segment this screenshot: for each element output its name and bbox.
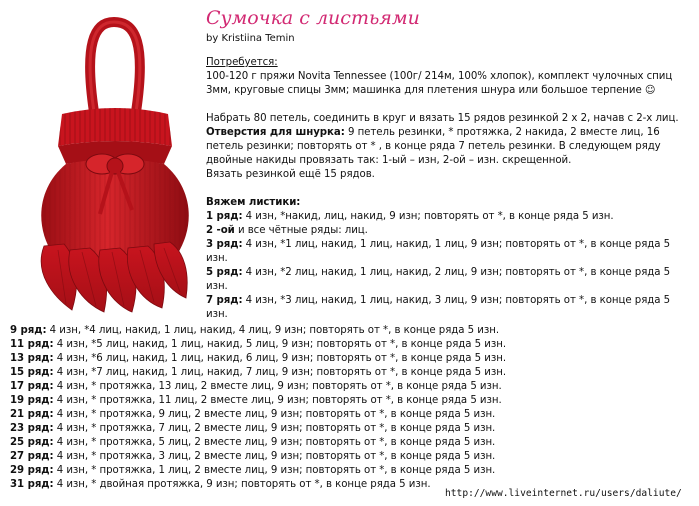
pattern-row: 3 ряд: 4 изн, *1 лиц, накид, 1 лиц, накид, 1 лиц, 9 изн; повторять от *, в конце ряда 5 — [206, 239, 671, 250]
pattern-row: 13 ряд: 4 изн, *6 лиц, накид, 1 лиц, накид, 6 лиц, 9 изн; повторять от *, в конце ряда 5 изн. — [10, 353, 507, 364]
pattern-row: 1 ряд: 4 изн, *накид, лиц, накид, 9 изн; повторять от *, в конце ряда 5 изн. — [206, 211, 614, 222]
pattern-row: 21 ряд: 4 изн, * протяжка, 9 лиц, 2 вместе лиц, 9 изн; повторять от *, в конце ряда 5 изн. — [10, 409, 496, 420]
materials-line: 100-120 г пряжи Novita Tennessee (100г/ 214м, 100% хлопок), комплект чулочных спиц — [206, 71, 673, 82]
pattern-row: 27 ряд: 4 изн, * протяжка, 3 лиц, 2 вместе лиц, 9 изн; повторять от *, в конце ряда 5 изн. — [10, 451, 496, 462]
watermark-url: http://www.liveinternet.ru/users/daliute/ — [445, 488, 682, 499]
pattern-row: 31 ряд: 4 изн, * двойная протяжка, 9 изн; повторять от *, в конце ряда 5 изн. — [10, 479, 431, 490]
pattern-row: 5 ряд: 4 изн, *2 лиц, накид, 1 лиц, накид, 2 лиц, 9 изн; повторять от *, в конце ряда 5 — [206, 267, 671, 278]
cast-on-line: Вязать резинкой ещё 15 рядов. — [206, 169, 375, 180]
cord-holes-label: Отверстия для шнурка: — [206, 127, 345, 138]
cord-holes-text: 9 петель резинки, * протяжка, 2 накида, 2 вместе лиц, 16 — [344, 127, 660, 138]
pattern-row-continuation: изн. — [206, 281, 228, 292]
pattern-author: by Kristiina Temin — [206, 33, 295, 44]
pattern-row-continuation: изн. — [206, 253, 228, 264]
cast-on-line: двойные накиды провязать так: 1-ый – изн, 2-ой – изн. скрещенной. — [206, 155, 572, 166]
pattern-row: 11 ряд: 4 изн, *5 лиц, накид, 1 лиц, накид, 5 лиц, 9 изн; повторять от *, в конце ряда 5 изн. — [10, 339, 507, 350]
pattern-row: 29 ряд: 4 изн, * протяжка, 1 лиц, 2 вместе лиц, 9 изн; повторять от *, в конце ряда 5 изн. — [10, 465, 496, 476]
leaves-heading: Вяжем листики: — [206, 197, 301, 208]
pattern-row-continuation: изн. — [206, 309, 228, 320]
pattern-title: Сумочка с листьями — [206, 7, 420, 29]
cast-on-line: Набрать 80 петель, соединить в круг и вязать 15 рядов резинкой 2 х 2, начав с 2-х лиц. — [206, 113, 679, 124]
pattern-row: 7 ряд: 4 изн, *3 лиц, накид, 1 лиц, накид, 3 лиц, 9 изн; повторять от *, в конце ряда 5 — [206, 295, 671, 306]
pattern-row: 23 ряд: 4 изн, * протяжка, 7 лиц, 2 вместе лиц, 9 изн; повторять от *, в конце ряда 5 изн. — [10, 423, 496, 434]
pattern-row: 9 ряд: 4 изн, *4 лиц, накид, 1 лиц, накид, 4 лиц, 9 изн; повторять от *, в конце ряда 5 изн. — [10, 325, 500, 336]
materials-line: 3мм, круговые спицы 3мм; машинка для плетения шнура или большое терпение ☺ — [206, 85, 656, 96]
materials-heading: Потребуется: — [206, 57, 278, 68]
cord-holes-line — [206, 126, 660, 140]
knitted-bag-image — [24, 14, 196, 314]
pattern-row: 15 ряд: 4 изн, *7 лиц, накид, 1 лиц, накид, 7 лиц, 9 изн; повторять от *, в конце ряда 5 изн. — [10, 367, 507, 378]
pattern-row: 2 -ой и все чётные ряды: лиц. — [206, 225, 368, 236]
cast-on-line: петель резинки; повторять от * , в конце ряда 7 петель резинки. В следующем ряду — [206, 141, 661, 152]
pattern-row: 25 ряд: 4 изн, * протяжка, 5 лиц, 2 вместе лиц, 9 изн; повторять от *, в конце ряда 5 изн. — [10, 437, 496, 448]
pattern-row: 19 ряд: 4 изн, * протяжка, 11 лиц, 2 вместе лиц, 9 изн; повторять от *, в конце ряда 5 изн. — [10, 395, 502, 406]
pattern-row: 17 ряд: 4 изн, * протяжка, 13 лиц, 2 вместе лиц, 9 изн; повторять от *, в конце ряда 5 изн. — [10, 381, 502, 392]
